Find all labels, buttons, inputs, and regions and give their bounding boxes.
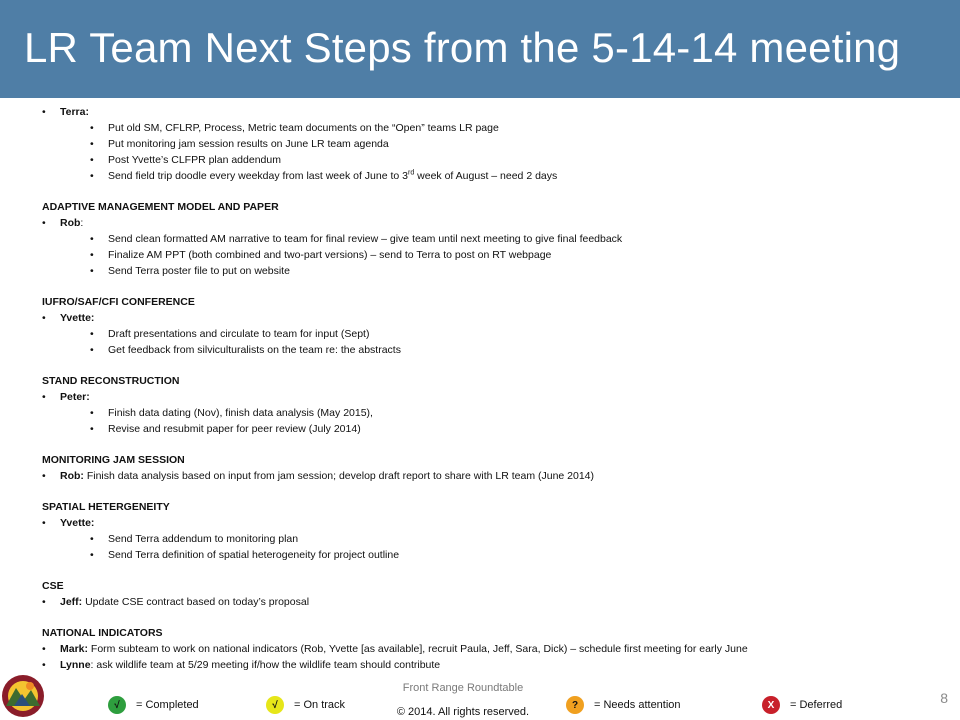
owner-row bbox=[42, 468, 942, 484]
owner-mark: Mark: bbox=[60, 643, 89, 655]
legend-label: = Completed bbox=[136, 699, 199, 711]
section-heading: STAND RECONSTRUCTION bbox=[42, 375, 180, 387]
legend-label: = On track bbox=[294, 699, 346, 711]
list-item: • Put monitoring jam session results on June LR team agenda bbox=[42, 136, 942, 152]
owner-lynne: Lynne bbox=[60, 659, 91, 671]
list-item: • Send Terra definition of spatial heterogeneity for project outline bbox=[42, 547, 942, 563]
section-heading: CSE bbox=[42, 580, 64, 592]
slide-footer bbox=[0, 664, 960, 720]
slide-header bbox=[0, 0, 960, 98]
owner-yvette: Yvette: bbox=[60, 312, 95, 324]
owner-terra: Terra: bbox=[60, 106, 89, 118]
owner-yvette: Yvette: bbox=[60, 517, 95, 529]
deferred-x-icon: X bbox=[762, 696, 780, 714]
legend-deferred bbox=[762, 696, 842, 714]
legend-completed bbox=[108, 696, 199, 714]
list-item: • Send Terra addendum to monitoring plan bbox=[42, 531, 942, 547]
list-item: • Post Yvette’s CLFPR plan addendum bbox=[42, 152, 942, 168]
owner-row bbox=[42, 310, 942, 326]
page-number: 8 bbox=[940, 690, 948, 706]
list-item: • Send Terra poster file to put on website bbox=[42, 263, 942, 279]
list-item: • Revise and resubmit paper for peer review (July 2014) bbox=[42, 421, 942, 437]
task-text: Finish data analysis based on input from jam session; develop draft report to share with LR team (June 2014) bbox=[83, 470, 595, 482]
task-text: Update CSE contract based on today’s proposal bbox=[82, 596, 310, 608]
doodle-text: Send field trip doodle every weekday from last week of June to 3 bbox=[108, 170, 408, 182]
list-item: • Finalize AM PPT (both combined and two-part versions) – send to Terra to post on RT webpage bbox=[42, 247, 942, 263]
section-heading: SPATIAL HETERGENEITY bbox=[42, 501, 170, 513]
owner-row bbox=[42, 389, 942, 405]
organization-name: Front Range Roundtable bbox=[402, 682, 524, 694]
owner-jeff: Jeff: bbox=[60, 596, 83, 608]
completed-check-icon: √ bbox=[108, 696, 126, 714]
list-item: • Finish data dating (Nov), finish data analysis (May 2015), bbox=[42, 405, 942, 421]
owner-rob: Rob bbox=[60, 217, 81, 229]
doodle-text-end: week of August – need 2 days bbox=[414, 170, 558, 182]
owner-row bbox=[42, 215, 942, 231]
question-icon: ? bbox=[566, 696, 584, 714]
list-item bbox=[42, 168, 942, 184]
legend-needs-attention bbox=[566, 696, 681, 714]
owner-terra-row bbox=[42, 104, 942, 120]
list-item: • Draft presentations and circulate to team for input (Sept) bbox=[42, 326, 942, 342]
front-range-logo-icon bbox=[0, 672, 46, 720]
slide-title: LR Team Next Steps from the 5-14-14 meeting bbox=[24, 24, 901, 71]
owner-peter: Peter: bbox=[60, 391, 90, 403]
legend-on-track bbox=[266, 696, 345, 714]
copyright: © 2014. All rights reserved. bbox=[396, 706, 530, 718]
doodle-superscript: rd bbox=[408, 169, 415, 177]
list-item: • Put old SM, CFLRP, Process, Metric team documents on the “Open” teams LR page bbox=[42, 120, 942, 136]
section-heading: NATIONAL INDICATORS bbox=[42, 627, 163, 639]
list-item: • Get feedback from silviculturalists on the team re: the abstracts bbox=[42, 342, 942, 358]
legend-label: = Needs attention bbox=[594, 699, 681, 711]
legend-label: = Deferred bbox=[790, 699, 843, 711]
on-track-check-icon: √ bbox=[266, 696, 284, 714]
task-text: Form subteam to work on national indicators (Rob, Yvette [as available], recruit Paula, Jeff, Sara, Dick) – schedule first meeting for early June bbox=[88, 643, 748, 655]
section-heading: ADAPTIVE MANAGEMENT MODEL AND PAPER bbox=[42, 201, 279, 213]
section-heading: MONITORING JAM SESSION bbox=[42, 454, 185, 466]
owner-row bbox=[42, 594, 942, 610]
owner-row bbox=[42, 641, 942, 657]
owner-rob: Rob: bbox=[60, 470, 84, 482]
task-text: : ask wildlife team at 5/29 meeting if/how the wildlife team should contribute bbox=[90, 659, 441, 671]
list-item: • Send clean formatted AM narrative to team for final review – give team until next meeting to give final feedback bbox=[42, 231, 942, 247]
owner-row bbox=[42, 515, 942, 531]
owner-suffix: : bbox=[80, 217, 84, 229]
section-heading: IUFRO/SAF/CFI CONFERENCE bbox=[42, 296, 195, 308]
slide-content bbox=[42, 104, 942, 673]
